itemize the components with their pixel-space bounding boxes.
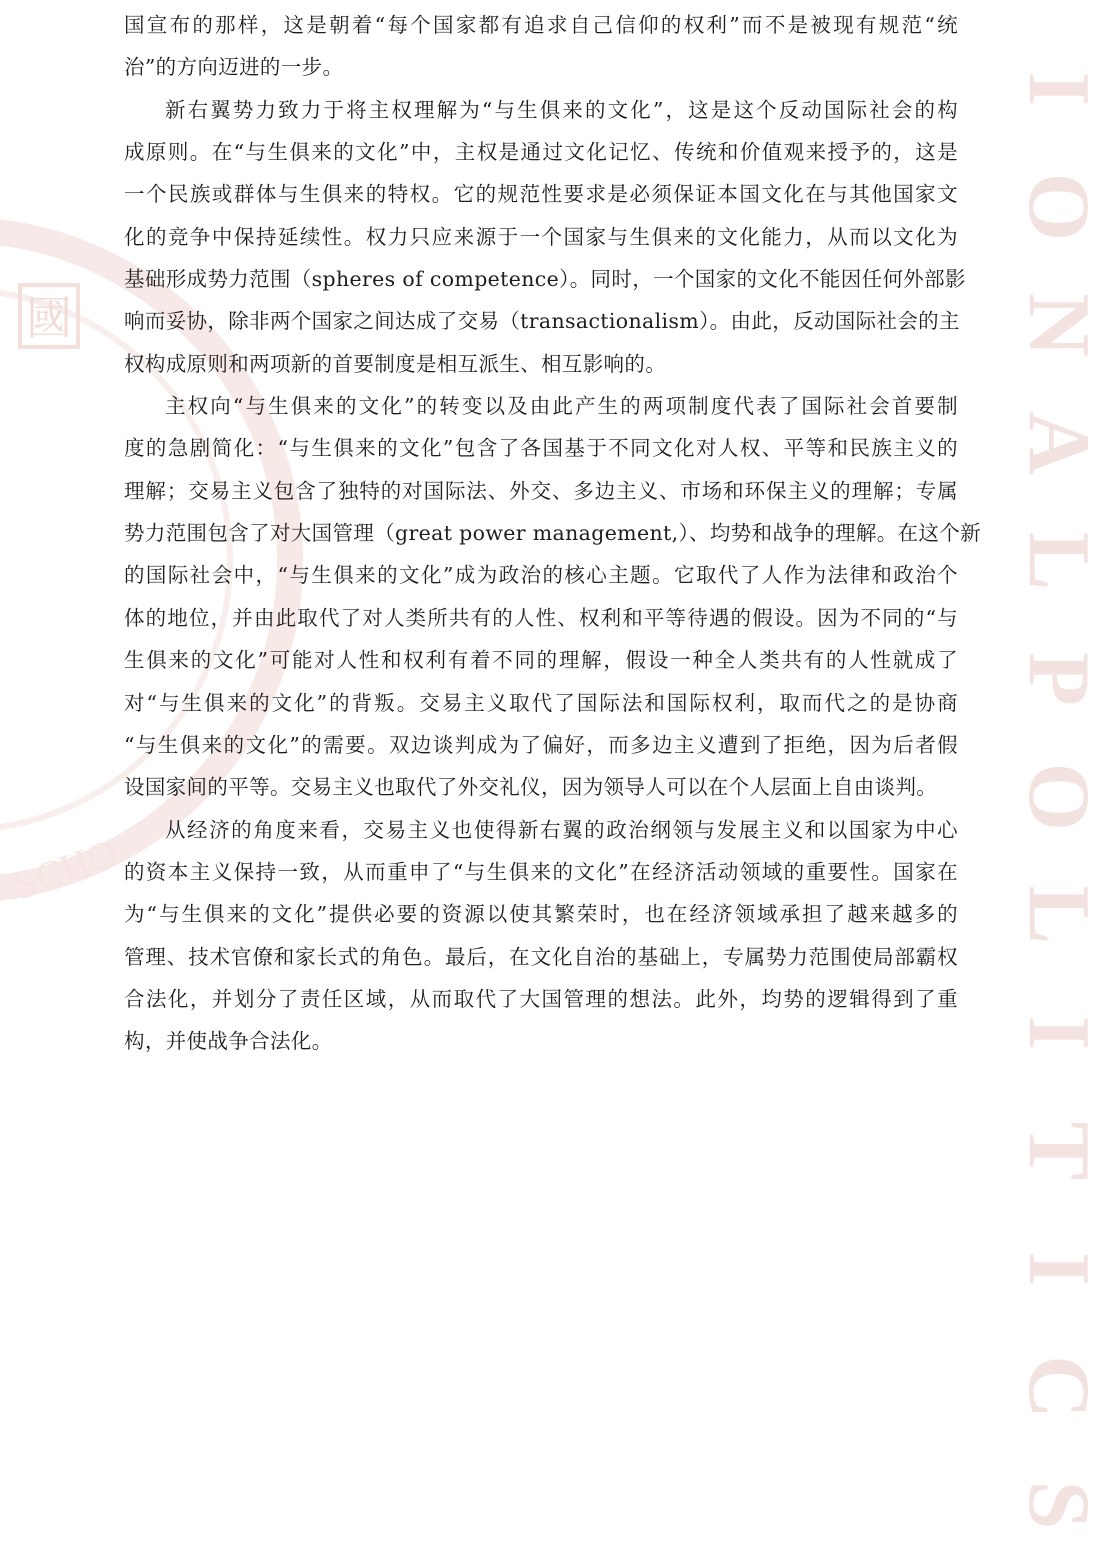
text-line: 理解；交易主义包含了独特的对国际法、外交、多边主义、市场和环保主义的理解；专属 bbox=[124, 478, 958, 503]
text-line: 成原则。在“与生俱来的文化”中，主权是通过文化记忆、传统和价值观来授予的，这是 bbox=[124, 140, 958, 165]
watermark-letter: L bbox=[1010, 885, 1107, 945]
text-line: 的资本主义保持一致，从而重申了“与生俱来的文化”在经济活动领域的重要性。国家在 bbox=[124, 859, 958, 884]
text-line: 管理、技术官僚和家长式的角色。最后，在文化自治的基础上，专属势力范围使局部霸权 bbox=[124, 944, 958, 969]
text-line: 基础形成势力范围（spheres of competence）。同时，一个国家的文化不能因任何外部影 bbox=[124, 267, 966, 292]
watermark-letter: C bbox=[1010, 1355, 1107, 1419]
text-line: 化的竞争中保持延续性。权力只应来源于一个国家与生俱来的文化能力，从而以文化为 bbox=[124, 224, 958, 249]
text-line: 生俱来的文化”可能对人性和权利有着不同的理解，假设一种全人类共有的人性就成了 bbox=[124, 648, 958, 673]
text-line: 从经济的角度来看，交易主义也使得新右翼的政治纲领与发展主义和以国家为中心 bbox=[165, 817, 958, 842]
text-line: 新右翼势力致力于将主权理解为“与生俱来的文化”，这是这个反动国际社会的构 bbox=[165, 97, 958, 122]
watermark-letter: S bbox=[1010, 1480, 1107, 1530]
paragraph bbox=[124, 809, 958, 1063]
text-line: 体的地位，并由此取代了对人类所共有的人性、权利和平等待遇的假设。因为不同的“与 bbox=[124, 605, 958, 630]
text-line: 设国家间的平等。交易主义也取代了外交礼仪，因为领导人可以在个人层面上自由谈判。 bbox=[124, 775, 938, 800]
text-line: 主权向“与生俱来的文化”的转变以及由此产生的两项制度代表了国际社会首要制 bbox=[165, 394, 958, 419]
side-watermark-text bbox=[1010, 30, 1107, 1564]
watermark-letter: I bbox=[1010, 1015, 1107, 1051]
text-line: 的国际社会中，“与生俱来的文化”成为政治的核心主题。它取代了人作为法律和政治个 bbox=[124, 563, 958, 588]
text-line: 治”的方向迈进的一步。 bbox=[124, 55, 344, 80]
watermark-letter: P bbox=[1010, 652, 1107, 706]
watermark-letter: N bbox=[1010, 293, 1107, 357]
seal-char: 國 bbox=[26, 291, 72, 345]
text-line: 响而妥协，除非两个国家之间达成了交易（transactionalism）。由此，反动国际社会的主 bbox=[124, 309, 960, 334]
watermark-letter: O bbox=[1010, 762, 1107, 832]
watermark-letter: O bbox=[1010, 172, 1107, 242]
document-body bbox=[124, 4, 981, 1063]
text-line: 构，并使战争合法化。 bbox=[124, 1029, 333, 1054]
paragraph bbox=[124, 4, 958, 89]
watermark-letter: I bbox=[1010, 71, 1107, 107]
text-line: 合法化，并划分了责任区域，从而取代了大国管理的想法。此外，均势的逻辑得到了重 bbox=[124, 986, 958, 1011]
paragraph bbox=[124, 385, 981, 808]
watermark-letter: T bbox=[1010, 1121, 1107, 1181]
text-line: 权构成原则和两项新的首要制度是相互派生、相互影响的。 bbox=[124, 351, 667, 376]
text-line: “与生俱来的文化”的需要。双边谈判成为了偏好，而多边主义遭到了拒绝，因为后者假 bbox=[124, 732, 958, 757]
text-line: 国宣布的那样，这是朝着“每个国家都有追求自己信仰的权利”而不是被现有规范“统 bbox=[124, 13, 958, 37]
watermark-letter: L bbox=[1010, 531, 1107, 591]
text-line: 为“与生俱来的文化”提供必要的资源以使其繁荣时，也在经济领域承担了越来越多的 bbox=[124, 902, 958, 927]
paragraph bbox=[124, 89, 966, 385]
text-line: 势力范围包含了对大国管理（great power management,）、均势和战争的理解。在这个新 bbox=[124, 521, 981, 546]
text-line: 一个民族或群体与生俱来的特权。它的规范性要求是必须保证本国文化在与其他国家文 bbox=[124, 182, 958, 207]
watermark-letter: I bbox=[1010, 1251, 1107, 1287]
watermark-letter: A bbox=[1010, 411, 1107, 475]
seal-text: SCHO bbox=[7, 829, 124, 909]
text-line: 度的急剧简化：“与生俱来的文化”包含了各国基于不同文化对人权、平等和民族主义的 bbox=[124, 436, 958, 461]
text-line: 对“与生俱来的文化”的背叛。交易主义取代了国际法和国际权利，取而代之的是协商 bbox=[124, 690, 958, 715]
